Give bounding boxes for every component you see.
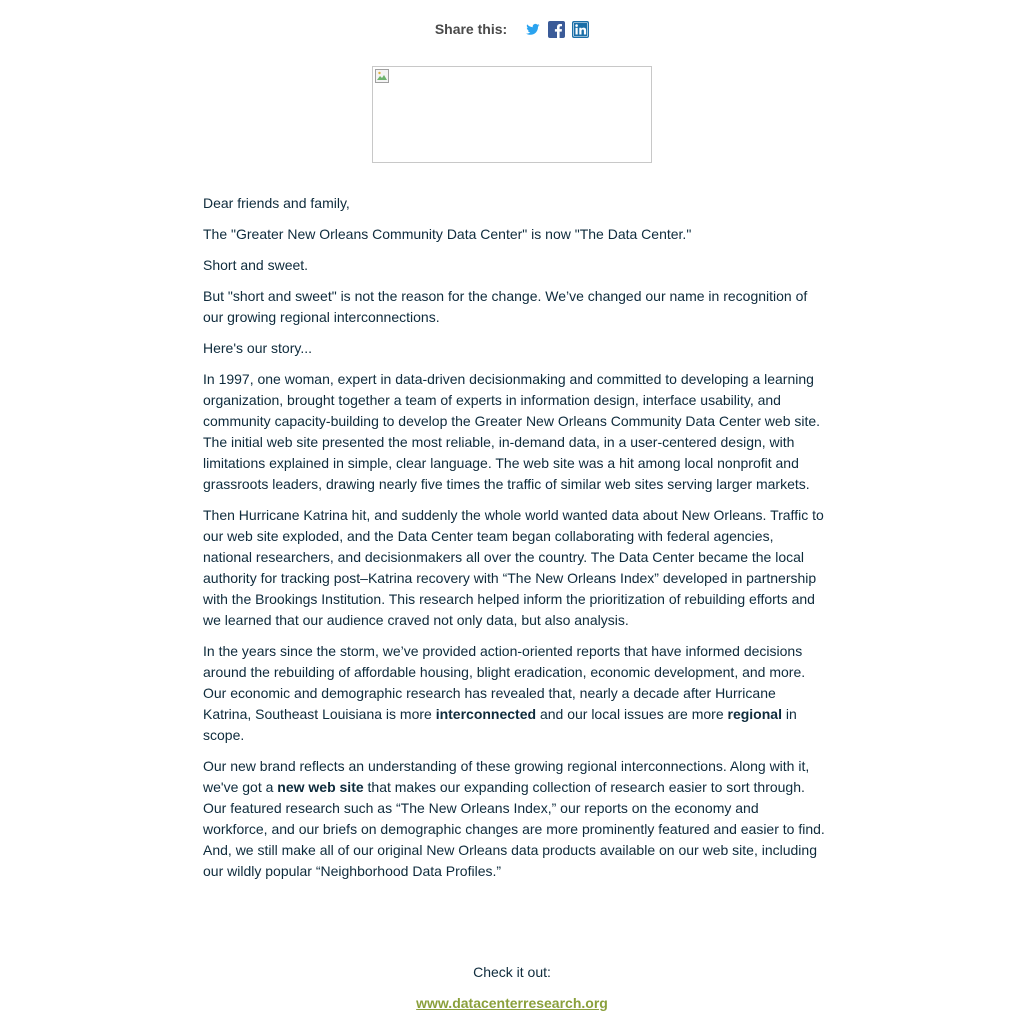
share-label: Share this: (434, 21, 508, 37)
greeting: Dear friends and family, (203, 195, 350, 211)
paragraph-katrina: Then Hurricane Katrina hit, and suddenly the whole world wanted data about New Orleans. Traffic to our web site exploded, and the Data Center team began collaborating with federal agencies, national researchers, and decisionmakers all over the country. The Data Center became the local authority for tracking post–Katrina recovery with “The New Orleans Index” developed in partnership with the Brookings Institution. This research helped inform the prioritization of rebuilding efforts and we learned that our audience craved not only data, but also analysis. (203, 507, 824, 628)
paragraph-reason: But "short and sweet" is not the reason for the change. We’ve changed our name in recognition of our growing regional interconnections. (203, 288, 808, 325)
paragraph-history: In 1997, one woman, expert in data-driven decisionmaking and committed to developing a learning organization, brought together a team of experts in information design, interface usability, and community capacity-building to develop the Greater New Orleans Community Data Center web site. The initial web site presented the most reliable, in-demand data, in a user-centered design, with limitations explained in simple, clear language. The web site was a hit among local nonprofit and grassroots leaders, drawing nearly five times the traffic of similar web sites serving larger markets. (203, 371, 821, 492)
broken-image-icon (375, 69, 389, 83)
paragraph-new-brand: Our new brand reflects an understanding of these growing regional interconnections. Along with it, we've got a new web site that makes our expanding collection of research easier to sort through. Our featured research such as “The New Orleans Index,” our reports on the economy and workforce, and our briefs on demographic changes are more prominently featured and easier to find. And, we still make all of our original New Orleans data products available on our web site, including our wildly popular “Neighborhood Data Profiles.” (203, 758, 825, 879)
linkedin-icon[interactable] (572, 21, 589, 38)
banner-image (372, 66, 652, 163)
check-it-out-label: Check it out: (473, 964, 551, 980)
emphasis-regional: regional (727, 706, 782, 722)
website-link[interactable]: www.datacenterresearch.org (416, 995, 608, 1011)
footer-cta (0, 962, 1024, 1014)
emphasis-interconnected: interconnected (435, 706, 537, 722)
emphasis-new-web-site: new web site (277, 779, 364, 795)
facebook-icon[interactable] (548, 21, 565, 38)
paragraph-name-change: The "Greater New Orleans Community Data Center" is now "The Data Center." (203, 226, 692, 242)
paragraph-story-intro: Here's our story... (203, 340, 312, 356)
paragraph-since-storm: In the years since the storm, we’ve provided action-oriented reports that have informed decisions around the rebuilding of affordable housing, blight eradication, economic development, and more. Our economic and demographic research has revealed that, nearly a decade after Hurricane Katrina, Southeast Louisiana is more interconnected and our local issues are more regional in scope. (203, 643, 806, 743)
share-bar (0, 19, 1024, 41)
paragraph-short-sweet: Short and sweet. (203, 257, 309, 273)
letter-body (203, 193, 825, 892)
twitter-icon[interactable] (524, 21, 541, 38)
